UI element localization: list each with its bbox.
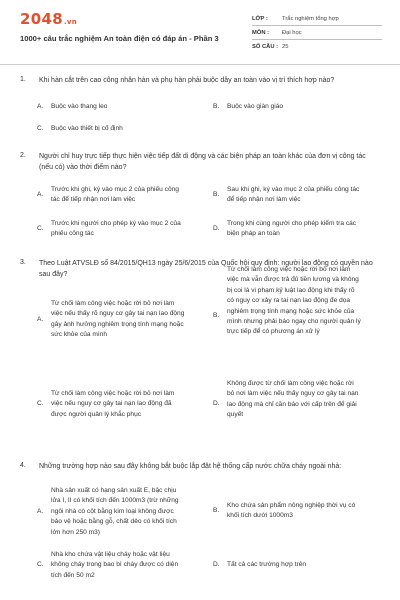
question-number: 4.	[20, 462, 26, 469]
option-letter: A.	[37, 103, 44, 110]
option-letter: B.	[213, 103, 220, 110]
document-header	[0, 0, 400, 62]
meta-row-count	[252, 40, 382, 54]
option-letter: D.	[213, 561, 220, 568]
option-letter: D.	[213, 225, 220, 232]
meta-value: Đại học	[282, 29, 302, 36]
question-4	[0, 462, 400, 598]
option-text: Nhà kho chứa vật liệu cháy hoặc vật liệu không cháy trong bao bì cháy được có diện tích đến 50 m2	[51, 551, 179, 579]
option-letter: C.	[37, 400, 44, 407]
document-title: 1000+ câu trắc nghiệm An toàn điện có đáp án - Phần 3	[20, 34, 219, 43]
option-text: Từ chối làm công việc hoặc rời bỏ nơi làm việc mà vẫn được trả đủ tiền lương và không bị coi là vi phạm kỷ luật lao động khi thấy rõ có nguy cơ xảy ra tai nạn lao động đe dọa nghiêm trọng tính mạng hoặc sức khỏe của mình nhưng phải báo ngay cho người quản lý trực tiếp để có phương án xử lý	[227, 266, 361, 336]
question-text: Người chỉ huy trực tiếp thực hiện việc tiếp đất di động và các biện pháp an toàn khác của đơn vị công tác (nếu có) vào thời điểm nào?	[39, 153, 366, 171]
option-text: Tất cả các trường hợp trên	[227, 561, 307, 568]
option-text: Kho chứa sản phẩm nông nghiệp thời vụ có khối tích dưới 1000m3	[227, 502, 356, 520]
meta-value: Trắc nghiệm tổng hợp	[282, 15, 339, 22]
meta-table	[252, 12, 382, 54]
option-text: Trong khi cùng người cho phép kiểm tra các biện pháp an toàn	[227, 220, 357, 238]
meta-value: 25	[282, 44, 289, 50]
question-text: Những trường hợp nào sau đây không bắt buộc lắp đặt hệ thống cấp nước chữa cháy ngoài nhà:	[39, 463, 342, 470]
option-letter: C.	[37, 561, 44, 568]
question-text: Theo Luật ATVSLĐ số 84/2015/QH13 ngày 25/6/2015 của Quốc hội quy định: người lao động có quyền nào sau đây?	[39, 260, 373, 278]
option-text: Từ chối làm công việc hoặc rời bỏ nơi làm việc nếu thấy rõ nguy cơ gây tai nạn lao động gây ảnh hưởng nghiêm trọng tính mạng hoặc sức khỏe của mình	[51, 300, 185, 339]
meta-row-subject	[252, 26, 382, 40]
question-2	[0, 152, 400, 252]
site-logo[interactable]: 2048.vn	[20, 10, 78, 28]
option-text: Không được từ chối làm công việc hoặc rời bỏ nơi làm việc nếu thấy nguy cơ gây tai nạn lao động mà chỉ cần báo với cấp trên để giải quyết	[227, 380, 359, 419]
option-text: Từ chối làm công việc hoặc rời bỏ nơi làm việc nếu nguy cơ gây tai nạn lao động đã được người quản lý khắc phục	[51, 390, 175, 418]
option-letter: D.	[213, 400, 220, 407]
option-text: Buộc vào thang leo	[51, 103, 108, 110]
header-divider	[0, 64, 400, 65]
option-letter: A.	[37, 191, 44, 198]
option-letter: B.	[213, 507, 220, 514]
option-letter: B.	[213, 191, 220, 198]
meta-label: MÔN :	[252, 29, 270, 36]
option-text: Sau khi ghi, ký vào mục 2 của phiếu công tác để tiếp nhận nơi làm việc	[227, 186, 360, 204]
option-text: Nhà sản xuất có hạng sản xuất E, bậc chịu lửa I, II có khối tích đến 1000m3 (trừ những ngôi nhà có cột bằng kim loại không được bảo vệ hoặc bằng gỗ, chất dẻo có khối tích lớn hơn 250 m3)	[51, 487, 179, 536]
question-1	[0, 76, 400, 146]
option-letter: A.	[37, 316, 44, 323]
question-number: 1.	[20, 76, 26, 83]
meta-row-class	[252, 12, 382, 26]
question-number: 2.	[20, 152, 26, 159]
question-3	[0, 259, 400, 459]
question-text: Khi hàn cắt trên cao công nhân hàn và phụ hàn phải buộc dây an toàn vào vị trí thích hợp nào?	[39, 77, 335, 84]
meta-label: SỐ CÂU :	[252, 44, 279, 50]
option-letter: A.	[37, 508, 44, 515]
option-text: Buộc vào giàn giáo	[227, 103, 284, 110]
option-text: Trước khi ghi, ký vào mục 2 của phiếu công tác để tiếp nhận nơi làm việc	[51, 186, 179, 204]
meta-label: LỚP :	[252, 15, 268, 22]
question-list	[0, 76, 400, 579]
option-text: Buộc vào thiết bị cố định	[51, 125, 123, 132]
option-letter: C.	[37, 125, 44, 132]
option-letter: C.	[37, 225, 44, 232]
option-text: Trước khi người cho phép ký vào mục 2 của phiếu công tác	[51, 220, 181, 238]
option-letter: B.	[213, 312, 220, 319]
question-number: 3.	[20, 259, 26, 266]
